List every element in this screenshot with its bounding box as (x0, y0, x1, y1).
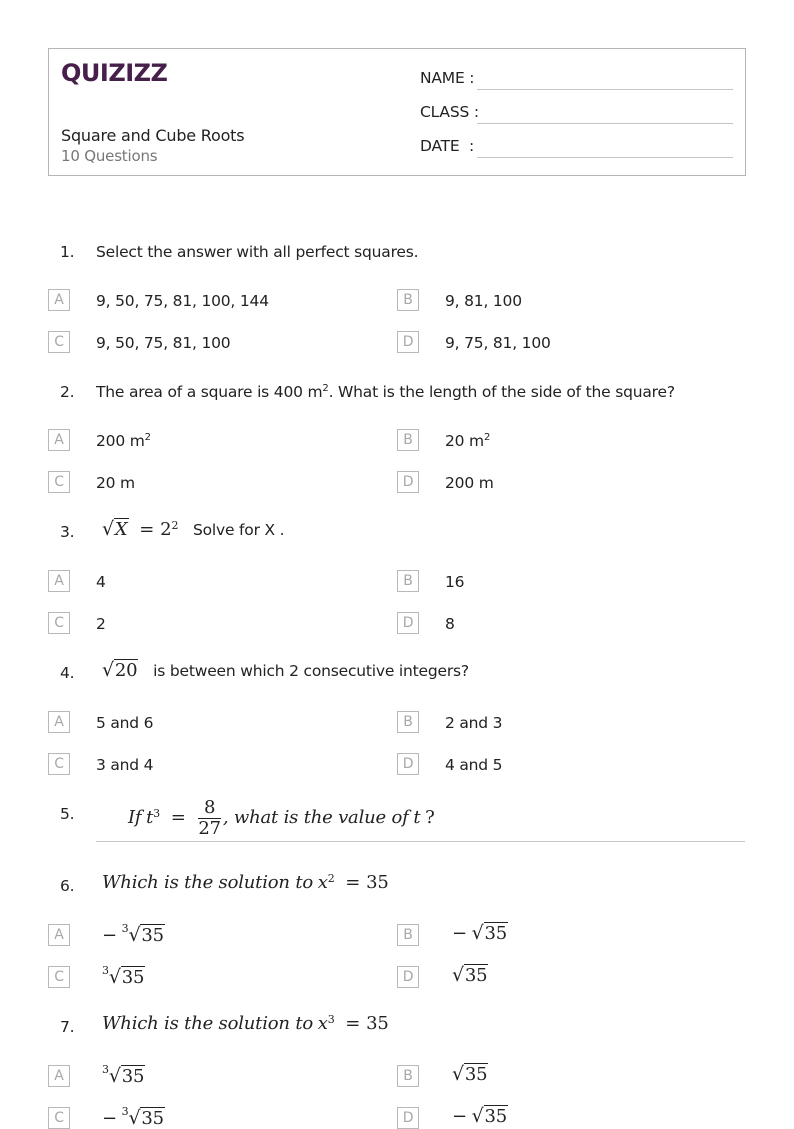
question-count: 10 Questions (61, 147, 158, 165)
question-4-text: √20 is between which 2 consecutive integers? (102, 659, 469, 681)
q7-option-d-letter[interactable]: D (397, 1107, 419, 1129)
q4-option-a-letter[interactable]: A (48, 711, 70, 733)
q6-option-b-letter[interactable]: B (397, 924, 419, 946)
q1-option-a-letter[interactable]: A (48, 289, 70, 311)
q4-option-b-letter[interactable]: B (397, 711, 419, 733)
q4-option-b-text: 2 and 3 (445, 714, 503, 732)
worksheet-title: Square and Cube Roots (61, 126, 245, 145)
q3-option-c-letter[interactable]: C (48, 612, 70, 634)
question-3-text: $√X = 2^2$ Solve for X . (102, 518, 285, 540)
q1-option-d-text: 9, 75, 81, 100 (445, 334, 551, 352)
q1-option-c-letter[interactable]: C (48, 331, 70, 353)
q1-option-c-text: 9, 50, 75, 81, 100 (96, 334, 231, 352)
q6-option-b-text: − √35 (452, 922, 508, 944)
q7-option-a-letter[interactable]: A (48, 1065, 70, 1087)
q6-option-d-text: √35 (452, 964, 488, 986)
q4-option-d-letter[interactable]: D (397, 753, 419, 775)
question-7-number: 7. (60, 1018, 75, 1036)
q7-option-c-text: − $^3$√35 (102, 1105, 164, 1129)
q7-option-d-text: − √35 (452, 1105, 508, 1127)
question-7-text: Which is the solution to $x^3 = 35$ (102, 1013, 389, 1035)
q3-option-b-letter[interactable]: B (397, 570, 419, 592)
sqrt-x-expression: √X (102, 518, 128, 540)
name-line[interactable] (477, 89, 733, 90)
q4-option-c-text: 3 and 4 (96, 756, 154, 774)
class-label: CLASS : (420, 103, 479, 121)
question-2-number: 2. (60, 383, 75, 401)
q1-option-d-letter[interactable]: D (397, 331, 419, 353)
q3-option-d-text: 8 (445, 615, 455, 633)
q1-option-b-text: 9, 81, 100 (445, 292, 522, 310)
quizizz-logo: QUIZIZZ (61, 59, 168, 87)
q5-answer-line[interactable] (96, 841, 745, 842)
q6-option-c-letter[interactable]: C (48, 966, 70, 988)
q2-option-c-text: 20 m (96, 474, 135, 492)
q6-option-a-letter[interactable]: A (48, 924, 70, 946)
q3-option-a-text: 4 (96, 573, 106, 591)
question-5-text: If $t^3$ = $\frac{8}{27}$ , what is the value of t ? (128, 797, 435, 839)
q3-option-c-text: 2 (96, 615, 106, 633)
q7-option-b-text: √35 (452, 1063, 488, 1085)
q7-option-c-letter[interactable]: C (48, 1107, 70, 1129)
question-2-text: The area of a square is 400 $m^2$. What is the length of the side of the square? (96, 383, 675, 402)
q2-option-d-letter[interactable]: D (397, 471, 419, 493)
q4-option-c-letter[interactable]: C (48, 753, 70, 775)
q6-option-c-text: $^3$√35 (102, 964, 145, 988)
q7-option-b-letter[interactable]: B (397, 1065, 419, 1087)
q7-option-a-text: $^3$√35 (102, 1063, 145, 1087)
q3-option-b-text: 16 (445, 573, 465, 591)
worksheet-header (48, 48, 746, 176)
q2-option-b-text: 20 $m^2$ (445, 432, 491, 451)
question-6-text: Which is the solution to $x^2 = 35$ (102, 872, 389, 894)
sqrt-20-expression: √20 (102, 659, 138, 681)
q4-option-d-text: 4 and 5 (445, 756, 503, 774)
q2-option-a-text: 200 $m^2$ (96, 432, 151, 451)
q3-option-d-letter[interactable]: D (397, 612, 419, 634)
q6-option-d-letter[interactable]: D (397, 966, 419, 988)
q1-option-b-letter[interactable]: B (397, 289, 419, 311)
q3-option-a-letter[interactable]: A (48, 570, 70, 592)
q4-option-a-text: 5 and 6 (96, 714, 154, 732)
question-4-number: 4. (60, 664, 75, 682)
q1-option-a-text: 9, 50, 75, 81, 100, 144 (96, 292, 269, 310)
fraction-8-27: $\frac{8}{27}$ (198, 797, 221, 839)
q2-option-a-letter[interactable]: A (48, 429, 70, 451)
q2-option-c-letter[interactable]: C (48, 471, 70, 493)
q6-option-a-text: − $^3$√35 (102, 922, 164, 946)
question-5-number: 5. (60, 805, 75, 823)
question-1-number: 1. (60, 243, 75, 261)
class-line[interactable] (477, 123, 733, 124)
q2-option-b-letter[interactable]: B (397, 429, 419, 451)
q2-option-d-text: 200 m (445, 474, 494, 492)
question-6-number: 6. (60, 877, 75, 895)
date-line[interactable] (477, 157, 733, 158)
question-3-number: 3. (60, 523, 75, 541)
date-label: DATE : (420, 137, 475, 155)
question-1-text: Select the answer with all perfect squares. (96, 243, 419, 261)
name-label: NAME : (420, 69, 475, 87)
